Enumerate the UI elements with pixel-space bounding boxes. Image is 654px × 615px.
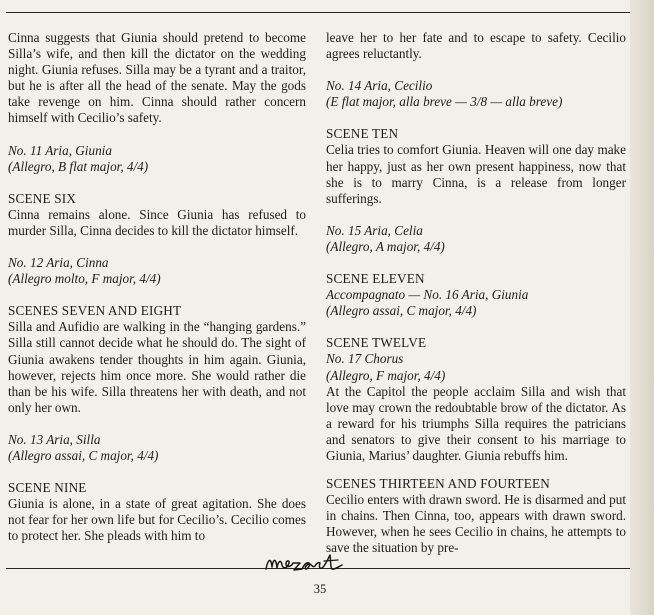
scene-heading: SCENE ELEVEN bbox=[326, 271, 425, 287]
aria-number: No. 17 Chorus bbox=[326, 351, 404, 367]
scene-heading: SCENES SEVEN AND EIGHT bbox=[8, 303, 182, 319]
aria-tempo: (Allegro assai, C major, 4/4) bbox=[326, 303, 477, 319]
aria-tempo: (E flat major, alla breve — 3/8 — alla breve) bbox=[326, 94, 563, 110]
paragraph: At the Capitol the people acclaim Silla and wish that love may crown the redoubtable brow of the dictator. As a reward for his triumphs Silla requires the patricians and senators to give their consent to his marriage to Giunia, Marius’ daughter. Giunia rebuffs him. bbox=[326, 383, 626, 463]
aria-tempo: (Allegro, B flat major, 4/4) bbox=[8, 158, 149, 174]
page-number: 35 bbox=[313, 582, 327, 596]
paragraph: Celia tries to comfort Giunia. Heaven will one day make her happy, just as her own present happiness, now that she is to marry Cinna, is a release from longer sufferings. bbox=[326, 142, 626, 206]
scene-heading: SCENE SIX bbox=[8, 190, 77, 206]
scene-heading: SCENE TWELVE bbox=[326, 335, 427, 351]
mozart-signature bbox=[262, 551, 352, 577]
paragraph: Cinna suggests that Giunia should pretend to become Silla’s wife, and then kill the dictator on the wedding night. Giunia refuses. Silla may be a tyrant and a traitor, but he is after all the head of the senate. May the gods take revenge on him. Cinna should rather concern himself with Cecilio’s safety. bbox=[8, 30, 306, 126]
page-edge-shadow bbox=[630, 0, 654, 615]
left-column bbox=[8, 30, 306, 544]
aria-number: No. 12 Aria, Cinna bbox=[8, 255, 109, 271]
aria-number: Accompagnato — No. 16 Aria, Giunia bbox=[326, 287, 529, 303]
aria-number: No. 15 Aria, Celia bbox=[326, 222, 423, 238]
top-rule bbox=[6, 12, 630, 13]
scene-heading: SCENE NINE bbox=[8, 480, 87, 496]
aria-tempo: (Allegro, A major, 4/4) bbox=[326, 238, 445, 254]
paragraph: Cecilio enters with drawn sword. He is disarmed and put in chains. Then Cinna, too, appears with drawn sword. However, when he sees Cecilio in chains, he attempts to save the situation by pre- bbox=[326, 492, 626, 556]
aria-number: No. 14 Aria, Cecilio bbox=[326, 78, 433, 94]
aria-tempo: (Allegro molto, F major, 4/4) bbox=[8, 271, 161, 287]
aria-tempo: (Allegro assai, C major, 4/4) bbox=[8, 447, 159, 463]
paragraph: Cinna remains alone. Since Giunia has refused to murder Silla, Cinna decides to kill the dictator himself. bbox=[8, 206, 306, 238]
paragraph: Silla and Aufidio are walking in the “hanging gardens.” Silla still cannot decide what he should do. The sight of Giunia awakens tender thoughts in him again. Giunia, however, rejects him once more. She would rather die than be his wife. Silla threatens her with death, and not only her own. bbox=[8, 319, 306, 415]
aria-tempo: (Allegro, F major, 4/4) bbox=[326, 367, 446, 383]
aria-number: No. 13 Aria, Silla bbox=[8, 431, 101, 447]
paragraph: Giunia is alone, in a state of great agitation. She does not fear for her own life but for Cecilio’s. Cecilio comes to protect her. She pleads with him to bbox=[8, 496, 306, 544]
paragraph: leave her to her fate and to escape to safety. Cecilio agrees reluctantly. bbox=[326, 30, 626, 62]
scene-heading: SCENES THIRTEEN AND FOURTEEN bbox=[326, 476, 550, 492]
right-column bbox=[326, 30, 626, 557]
scene-heading: SCENE TEN bbox=[326, 126, 399, 142]
aria-number: No. 11 Aria, Giunia bbox=[8, 142, 112, 158]
